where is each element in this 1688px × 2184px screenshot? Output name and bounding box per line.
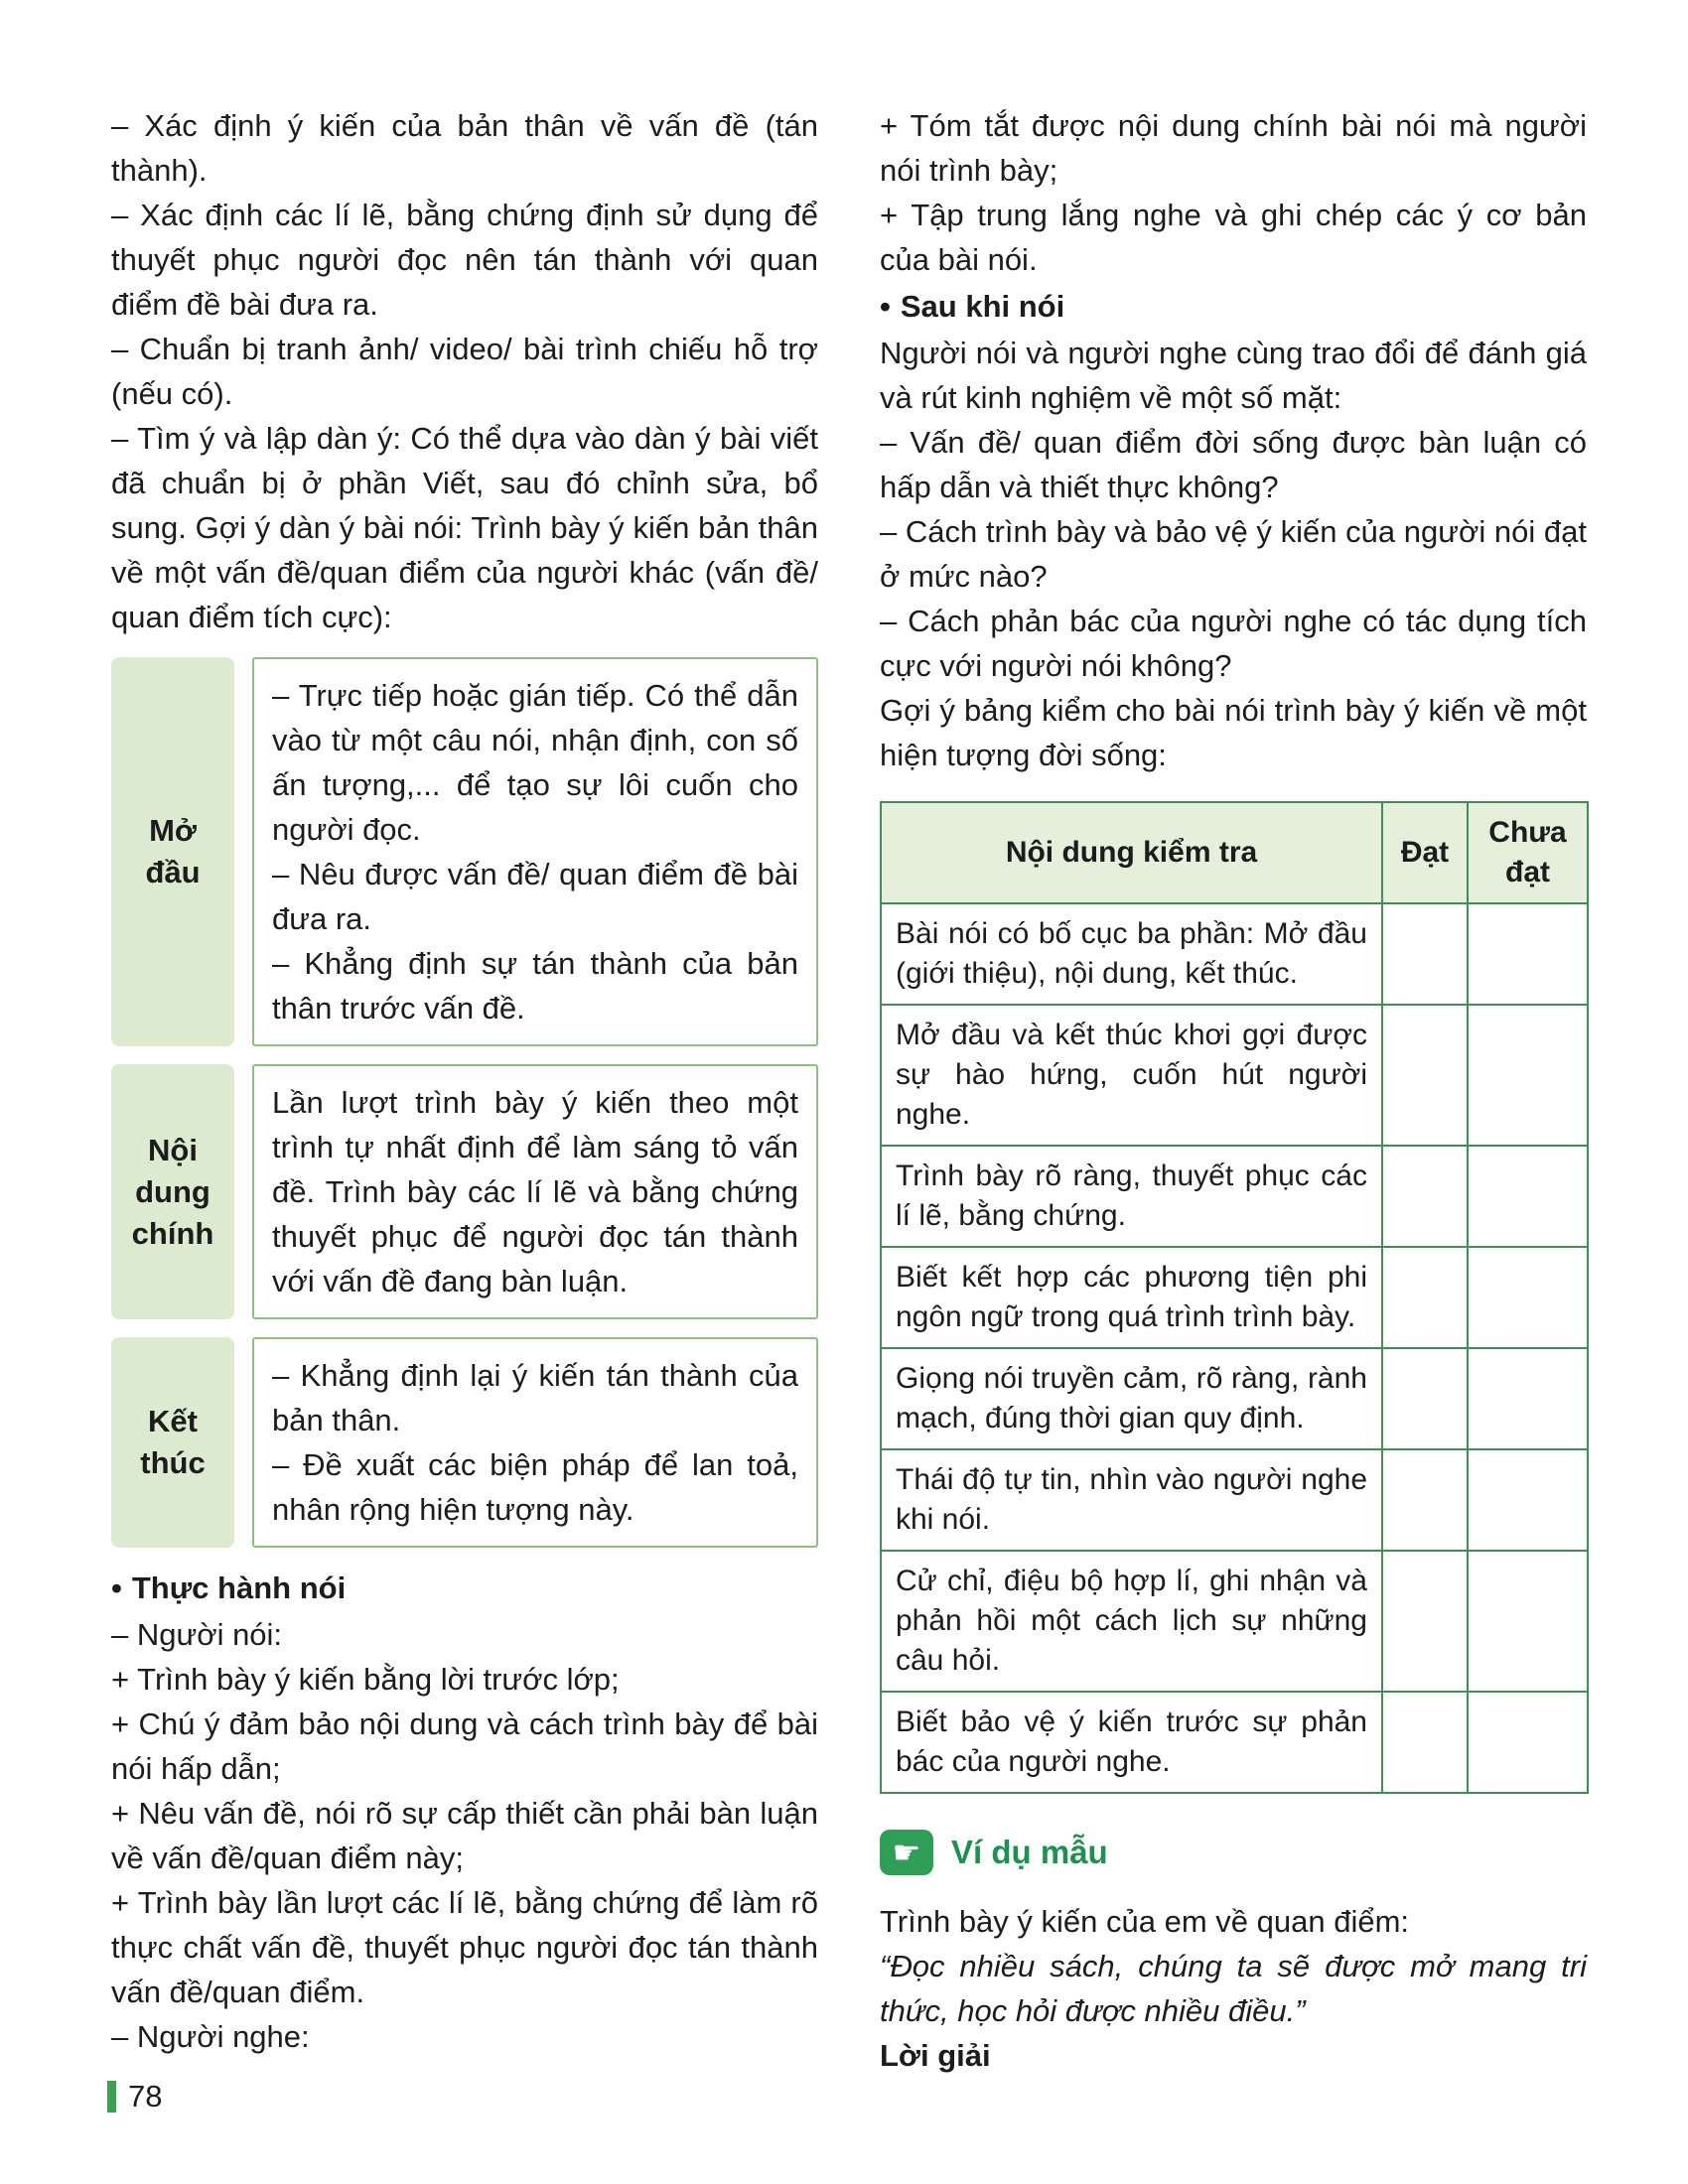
header-content: Nội dung kiểm tra — [881, 802, 1382, 903]
criterion-text: Bài nói có bố cục ba phần: Mở đầu (giới thiệu), nội dung, kết thúc. — [881, 903, 1382, 1005]
pointing-hand-icon: ☛ — [880, 1830, 933, 1875]
criterion-text: Biết bảo vệ ý kiến trước sự phản bác của người nghe. — [881, 1692, 1382, 1793]
pass-cell — [1382, 1146, 1468, 1247]
example-title: Ví dụ mẫu — [951, 1834, 1108, 1870]
page-number-bar — [107, 2081, 116, 2113]
fail-cell — [1468, 1348, 1588, 1449]
outline-label-closing: Kết thúc — [111, 1337, 234, 1548]
table-row — [881, 1692, 1588, 1793]
table-row — [881, 903, 1588, 1005]
example-quote: “Đọc nhiều sách, chúng ta sẽ được mở mang tri thức, học hỏi được nhiều điều.” — [880, 1949, 1587, 2028]
fail-cell — [1468, 1551, 1588, 1692]
table-row — [881, 1551, 1588, 1692]
example-header — [880, 1830, 1587, 1875]
criterion-text: Thái độ tự tin, nhìn vào người nghe khi nói. — [881, 1449, 1382, 1551]
outline-content-opening — [252, 657, 818, 1046]
right-column — [880, 103, 1587, 2078]
outline-content-closing — [252, 1337, 818, 1548]
page-number: 78 — [128, 2079, 163, 2114]
fail-cell — [1468, 1247, 1588, 1348]
practice-heading — [111, 1566, 818, 1610]
outline-item: – Đề xuất các biện pháp để lan toả, nhân rộng hiện tượng này. — [272, 1447, 798, 1527]
outline-content-body — [252, 1064, 818, 1319]
listener-item: + Tập trung lắng nghe và ghi chép các ý cơ bản của bài nói. — [880, 198, 1587, 277]
outline-item: Lần lượt trình bày ý kiến theo một trình tự nhất định để làm sáng tỏ vấn đề. Trình bày các lí lẽ và bằng chứng thuyết phục để người đọc tán thành với vấn đề đang bàn luận. — [272, 1085, 798, 1298]
after-speaking-heading — [880, 284, 1587, 329]
listener-item: + Tóm tắt được nội dung chính bài nói mà người nói trình bày; — [880, 108, 1587, 188]
practice-item: + Trình bày ý kiến bằng lời trước lớp; — [111, 1662, 620, 1697]
practice-item: – Người nghe: — [111, 2019, 310, 2054]
pass-cell — [1382, 1348, 1468, 1449]
pass-cell — [1382, 1449, 1468, 1551]
fail-cell — [1468, 1146, 1588, 1247]
outline-section-closing — [111, 1337, 818, 1548]
criterion-text: Giọng nói truyền cảm, rõ ràng, rành mạch, đúng thời gian quy định. — [881, 1348, 1382, 1449]
outline-label-opening: Mở đầu — [111, 657, 234, 1046]
paragraph: – Tìm ý và lập dàn ý: Có thể dựa vào dàn ý bài viết đã chuẩn bị ở phần Viết, sau đó chỉnh sửa, bổ sung. Gợi ý dàn ý bài nói: Trình bày ý kiến bản thân về một vấn đề/quan điểm của người khác (vấn đề/ quan điểm tích cực): — [111, 421, 818, 634]
bullet-icon: • — [111, 1570, 122, 1605]
after-speaking-heading-label: Sau khi nói — [900, 289, 1065, 324]
page-footer — [107, 2079, 162, 2115]
practice-heading-label: Thực hành nói — [131, 1570, 347, 1605]
fail-cell — [1468, 1692, 1588, 1793]
pass-cell — [1382, 903, 1468, 1005]
criterion-text: Mở đầu và kết thúc khơi gợi được sự hào hứng, cuốn hút người nghe. — [881, 1005, 1382, 1146]
criterion-text: Biết kết hợp các phương tiện phi ngôn ngữ trong quá trình trình bày. — [881, 1247, 1382, 1348]
paragraph: – Xác định các lí lẽ, bằng chứng định sử dụng để thuyết phục người đọc nên tán thành với quan điểm đề bài đưa ra. — [111, 198, 818, 322]
paragraph: Người nói và người nghe cùng trao đổi để đánh giá và rút kinh nghiệm về một số mặt: — [880, 336, 1587, 415]
fail-cell — [1468, 1005, 1588, 1146]
header-pass: Đạt — [1382, 802, 1468, 903]
fail-cell — [1468, 1449, 1588, 1551]
checklist-table — [880, 801, 1589, 1794]
solution-label: Lời giải — [880, 2038, 991, 2073]
paragraph: – Cách trình bày và bảo vệ ý kiến của người nói đạt ở mức nào? — [880, 514, 1587, 594]
practice-item: + Chú ý đảm bảo nội dung và cách trình bày để bài nói hấp dẫn; — [111, 1706, 818, 1786]
pass-cell — [1382, 1692, 1468, 1793]
paragraph: – Xác định ý kiến của bản thân về vấn đề (tán thành). — [111, 108, 818, 188]
outline-item: – Nêu được vấn đề/ quan điểm đề bài đưa ra. — [272, 857, 798, 936]
fail-cell — [1468, 903, 1588, 1005]
criterion-text: Trình bày rõ ràng, thuyết phục các lí lẽ, bằng chứng. — [881, 1146, 1382, 1247]
outline-label-body: Nội dung chính — [111, 1064, 234, 1319]
criterion-text: Cử chỉ, điệu bộ hợp lí, ghi nhận và phản hồi một cách lịch sự những câu hỏi. — [881, 1551, 1382, 1692]
example-prompt: Trình bày ý kiến của em về quan điểm: — [880, 1904, 1410, 1939]
paragraph: – Cách phản bác của người nghe có tác dụng tích cực với người nói không? — [880, 604, 1587, 683]
left-column — [111, 103, 818, 2059]
pass-cell — [1382, 1247, 1468, 1348]
table-row — [881, 1146, 1588, 1247]
practice-item: – Người nói: — [111, 1617, 283, 1652]
two-column-layout — [111, 103, 1587, 2078]
outline-section-opening — [111, 657, 818, 1046]
outline-item: – Khẳng định lại ý kiến tán thành của bản thân. — [272, 1358, 798, 1437]
outline-item: – Khẳng định sự tán thành của bản thân trước vấn đề. — [272, 946, 798, 1025]
paragraph: – Vấn đề/ quan điểm đời sống được bàn luận có hấp dẫn và thiết thực không? — [880, 425, 1587, 504]
table-row — [881, 1449, 1588, 1551]
paragraph: Gợi ý bảng kiểm cho bài nói trình bày ý kiến về một hiện tượng đời sống: — [880, 693, 1587, 772]
pass-cell — [1382, 1005, 1468, 1146]
outline-item: – Trực tiếp hoặc gián tiếp. Có thể dẫn vào từ một câu nói, nhận định, con số ấn tượng,... để tạo sự lôi cuốn cho người đọc. — [272, 678, 798, 847]
bullet-icon: • — [880, 289, 891, 324]
paragraph: – Chuẩn bị tranh ảnh/ video/ bài trình chiếu hỗ trợ (nếu có). — [111, 332, 818, 411]
header-fail: Chưa đạt — [1468, 802, 1588, 903]
table-row — [881, 1348, 1588, 1449]
outline-section-body — [111, 1064, 818, 1319]
table-header-row — [881, 802, 1588, 903]
pass-cell — [1382, 1551, 1468, 1692]
practice-item: + Nêu vấn đề, nói rõ sự cấp thiết cần phải bàn luận về vấn đề/quan điểm này; — [111, 1796, 818, 1875]
table-row — [881, 1247, 1588, 1348]
practice-item: + Trình bày lần lượt các lí lẽ, bằng chứng để làm rõ thực chất vấn đề, thuyết phục người đọc tán thành vấn đề/quan điểm. — [111, 1885, 818, 2009]
table-row — [881, 1005, 1588, 1146]
